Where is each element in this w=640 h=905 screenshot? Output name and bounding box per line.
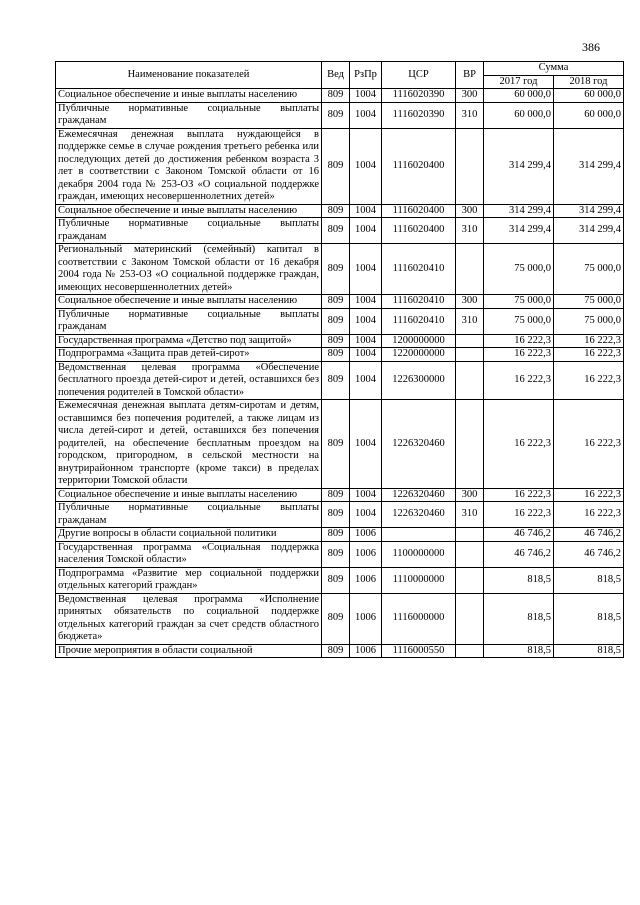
cell-vr: 300 [456, 89, 484, 103]
cell-vr [456, 361, 484, 400]
cell-ved: 809 [322, 244, 350, 295]
header-vr: ВР [456, 62, 484, 89]
cell-vr [456, 593, 484, 644]
cell-ved: 809 [322, 89, 350, 103]
cell-vr: 310 [456, 502, 484, 528]
cell-vr: 310 [456, 218, 484, 244]
cell-2018: 46 746,2 [554, 541, 624, 567]
cell-rzpr: 1006 [350, 528, 382, 542]
cell-rzpr: 1004 [350, 348, 382, 362]
budget-table [55, 61, 624, 658]
table-row [56, 644, 624, 658]
cell-name: Публичные нормативные социальные выплаты гражданам [56, 102, 322, 128]
cell-name: Государственная программа «Социальная поддержка населения Томской области» [56, 541, 322, 567]
cell-2018: 16 222,3 [554, 361, 624, 400]
cell-2018: 16 222,3 [554, 400, 624, 489]
header-sum: Сумма [484, 62, 624, 76]
header-csr: ЦСР [382, 62, 456, 89]
table-row [56, 308, 624, 334]
header-rzpr: РзПр [350, 62, 382, 89]
cell-2018: 818,5 [554, 567, 624, 593]
cell-vr [456, 644, 484, 658]
cell-csr: 1116020410 [382, 308, 456, 334]
table-row [56, 334, 624, 348]
cell-2018: 75 000,0 [554, 244, 624, 295]
cell-csr: 1226300000 [382, 361, 456, 400]
cell-csr: 1226320460 [382, 488, 456, 502]
cell-ved: 809 [322, 593, 350, 644]
table-row [56, 295, 624, 309]
cell-csr: 1226320460 [382, 400, 456, 489]
table-row [56, 348, 624, 362]
cell-2017: 75 000,0 [484, 244, 554, 295]
cell-csr: 1110000000 [382, 567, 456, 593]
cell-ved: 809 [322, 102, 350, 128]
cell-name: Региональный материнский (семейный) капитал в соответствии с Законом Томской области от 16 декабря 2004 года № 253-ОЗ «О социальной поддержке граждан, имеющих несовершеннолетних детей» [56, 244, 322, 295]
header-2018: 2018 год [554, 75, 624, 89]
table-body [56, 89, 624, 658]
cell-csr: 1116020390 [382, 102, 456, 128]
table-row [56, 541, 624, 567]
cell-ved: 809 [322, 308, 350, 334]
cell-csr: 1116000550 [382, 644, 456, 658]
header-2017: 2017 год [484, 75, 554, 89]
cell-2017: 16 222,3 [484, 488, 554, 502]
table-row [56, 400, 624, 489]
cell-ved: 809 [322, 541, 350, 567]
cell-rzpr: 1004 [350, 488, 382, 502]
cell-rzpr: 1004 [350, 502, 382, 528]
cell-vr [456, 528, 484, 542]
table-row [56, 204, 624, 218]
cell-ved: 809 [322, 644, 350, 658]
cell-csr: 1116020400 [382, 204, 456, 218]
cell-name: Подпрограмма «Развитие мер социальной поддержки отдельных категорий граждан» [56, 567, 322, 593]
cell-rzpr: 1004 [350, 244, 382, 295]
cell-rzpr: 1004 [350, 400, 382, 489]
cell-vr [456, 244, 484, 295]
table-row [56, 567, 624, 593]
cell-name: Государственная программа «Детство под защитой» [56, 334, 322, 348]
cell-name: Социальное обеспечение и иные выплаты населению [56, 488, 322, 502]
cell-2018: 16 222,3 [554, 488, 624, 502]
cell-2017: 16 222,3 [484, 348, 554, 362]
cell-name: Прочие мероприятия в области социальной [56, 644, 322, 658]
cell-vr [456, 567, 484, 593]
cell-ved: 809 [322, 218, 350, 244]
cell-name: Социальное обеспечение и иные выплаты населению [56, 204, 322, 218]
header-ved: Вед [322, 62, 350, 89]
cell-rzpr: 1006 [350, 593, 382, 644]
cell-vr: 300 [456, 204, 484, 218]
table-row [56, 502, 624, 528]
cell-2018: 314 299,4 [554, 204, 624, 218]
cell-csr: 1116020400 [382, 218, 456, 244]
cell-ved: 809 [322, 361, 350, 400]
cell-csr: 1116020390 [382, 89, 456, 103]
cell-name: Публичные нормативные социальные выплаты гражданам [56, 502, 322, 528]
cell-2018: 46 746,2 [554, 528, 624, 542]
cell-rzpr: 1004 [350, 128, 382, 204]
cell-name: Публичные нормативные социальные выплаты гражданам [56, 308, 322, 334]
cell-name: Подпрограмма «Защита прав детей-сирот» [56, 348, 322, 362]
page-number: 386 [582, 40, 600, 54]
cell-2017: 16 222,3 [484, 502, 554, 528]
cell-csr: 1220000000 [382, 348, 456, 362]
cell-2018: 314 299,4 [554, 128, 624, 204]
cell-name: Другие вопросы в области социальной политики [56, 528, 322, 542]
cell-2018: 75 000,0 [554, 308, 624, 334]
cell-vr [456, 334, 484, 348]
cell-ved: 809 [322, 348, 350, 362]
table-row [56, 528, 624, 542]
cell-name: Публичные нормативные социальные выплаты гражданам [56, 218, 322, 244]
cell-ved: 809 [322, 567, 350, 593]
cell-vr: 300 [456, 488, 484, 502]
cell-name: Социальное обеспечение и иные выплаты населению [56, 295, 322, 309]
cell-ved: 809 [322, 502, 350, 528]
cell-csr: 1116020410 [382, 295, 456, 309]
cell-rzpr: 1004 [350, 102, 382, 128]
cell-2017: 46 746,2 [484, 528, 554, 542]
cell-2017: 75 000,0 [484, 308, 554, 334]
cell-2017: 314 299,4 [484, 204, 554, 218]
cell-csr: 1226320460 [382, 502, 456, 528]
cell-2017: 314 299,4 [484, 128, 554, 204]
cell-csr: 1100000000 [382, 541, 456, 567]
cell-rzpr: 1004 [350, 204, 382, 218]
cell-csr: 1116020410 [382, 244, 456, 295]
cell-csr: 1200000000 [382, 334, 456, 348]
cell-csr: 1116020400 [382, 128, 456, 204]
cell-rzpr: 1006 [350, 567, 382, 593]
cell-rzpr: 1004 [350, 361, 382, 400]
cell-name: Социальное обеспечение и иные выплаты населению [56, 89, 322, 103]
cell-2018: 818,5 [554, 593, 624, 644]
cell-2018: 818,5 [554, 644, 624, 658]
cell-vr [456, 348, 484, 362]
cell-rzpr: 1004 [350, 308, 382, 334]
table-row [56, 89, 624, 103]
cell-2018: 16 222,3 [554, 502, 624, 528]
cell-2017: 60 000,0 [484, 102, 554, 128]
cell-2017: 16 222,3 [484, 361, 554, 400]
cell-2018: 75 000,0 [554, 295, 624, 309]
table-row [56, 128, 624, 204]
cell-rzpr: 1006 [350, 541, 382, 567]
table-row [56, 361, 624, 400]
cell-2017: 60 000,0 [484, 89, 554, 103]
table-row [56, 488, 624, 502]
cell-2017: 314 299,4 [484, 218, 554, 244]
cell-rzpr: 1004 [350, 295, 382, 309]
cell-name: Ежемесячная денежная выплата нуждающейся в поддержке семье в случае рождения третьего ребенка или последующих детей до достижения ребенком возраста 3 лет в соответствии с Законом Томской области от 16 декабря 2004 года № 253-ОЗ «О социальной поддержке граждан, имеющих несовершеннолетних детей» [56, 128, 322, 204]
cell-2017: 818,5 [484, 567, 554, 593]
cell-ved: 809 [322, 488, 350, 502]
cell-ved: 809 [322, 334, 350, 348]
cell-vr [456, 541, 484, 567]
cell-vr [456, 128, 484, 204]
cell-2018: 60 000,0 [554, 102, 624, 128]
cell-2018: 60 000,0 [554, 89, 624, 103]
cell-2018: 16 222,3 [554, 348, 624, 362]
header-name: Наименование показателей [56, 62, 322, 89]
cell-2017: 75 000,0 [484, 295, 554, 309]
cell-vr: 310 [456, 102, 484, 128]
cell-ved: 809 [322, 295, 350, 309]
cell-vr [456, 400, 484, 489]
cell-2017: 16 222,3 [484, 334, 554, 348]
cell-ved: 809 [322, 204, 350, 218]
cell-rzpr: 1006 [350, 644, 382, 658]
table-row [56, 218, 624, 244]
cell-ved: 809 [322, 528, 350, 542]
cell-rzpr: 1004 [350, 218, 382, 244]
cell-rzpr: 1004 [350, 334, 382, 348]
cell-2018: 314 299,4 [554, 218, 624, 244]
cell-2017: 16 222,3 [484, 400, 554, 489]
cell-name: Ведомственная целевая программа «Обеспечение бесплатного проезда детей-сирот и детей, оставшихся без попечения родителей в Томской области» [56, 361, 322, 400]
cell-2018: 16 222,3 [554, 334, 624, 348]
cell-rzpr: 1004 [350, 89, 382, 103]
cell-2017: 818,5 [484, 593, 554, 644]
cell-vr: 300 [456, 295, 484, 309]
cell-vr: 310 [456, 308, 484, 334]
cell-csr [382, 528, 456, 542]
cell-name: Ведомственная целевая программа «Исполнение принятых обязательств по социальной поддержке отдельных категорий граждан за счет средств областного бюджета» [56, 593, 322, 644]
table-row [56, 593, 624, 644]
cell-name: Ежемесячная денежная выплата детям-сиротам и детям, оставшимся без попечения родителей, а также лицам из числа детей-сирот и детей, оставшихся без попечения родителей, на обеспечение бесплатным проездом на городском, пригородном, в сельской местности на внутрирайонном транспорте (кроме такси) в пределах территории Томской области [56, 400, 322, 489]
cell-2017: 818,5 [484, 644, 554, 658]
cell-ved: 809 [322, 400, 350, 489]
table-row [56, 102, 624, 128]
cell-csr: 1116000000 [382, 593, 456, 644]
cell-ved: 809 [322, 128, 350, 204]
cell-2017: 46 746,2 [484, 541, 554, 567]
table-row [56, 244, 624, 295]
